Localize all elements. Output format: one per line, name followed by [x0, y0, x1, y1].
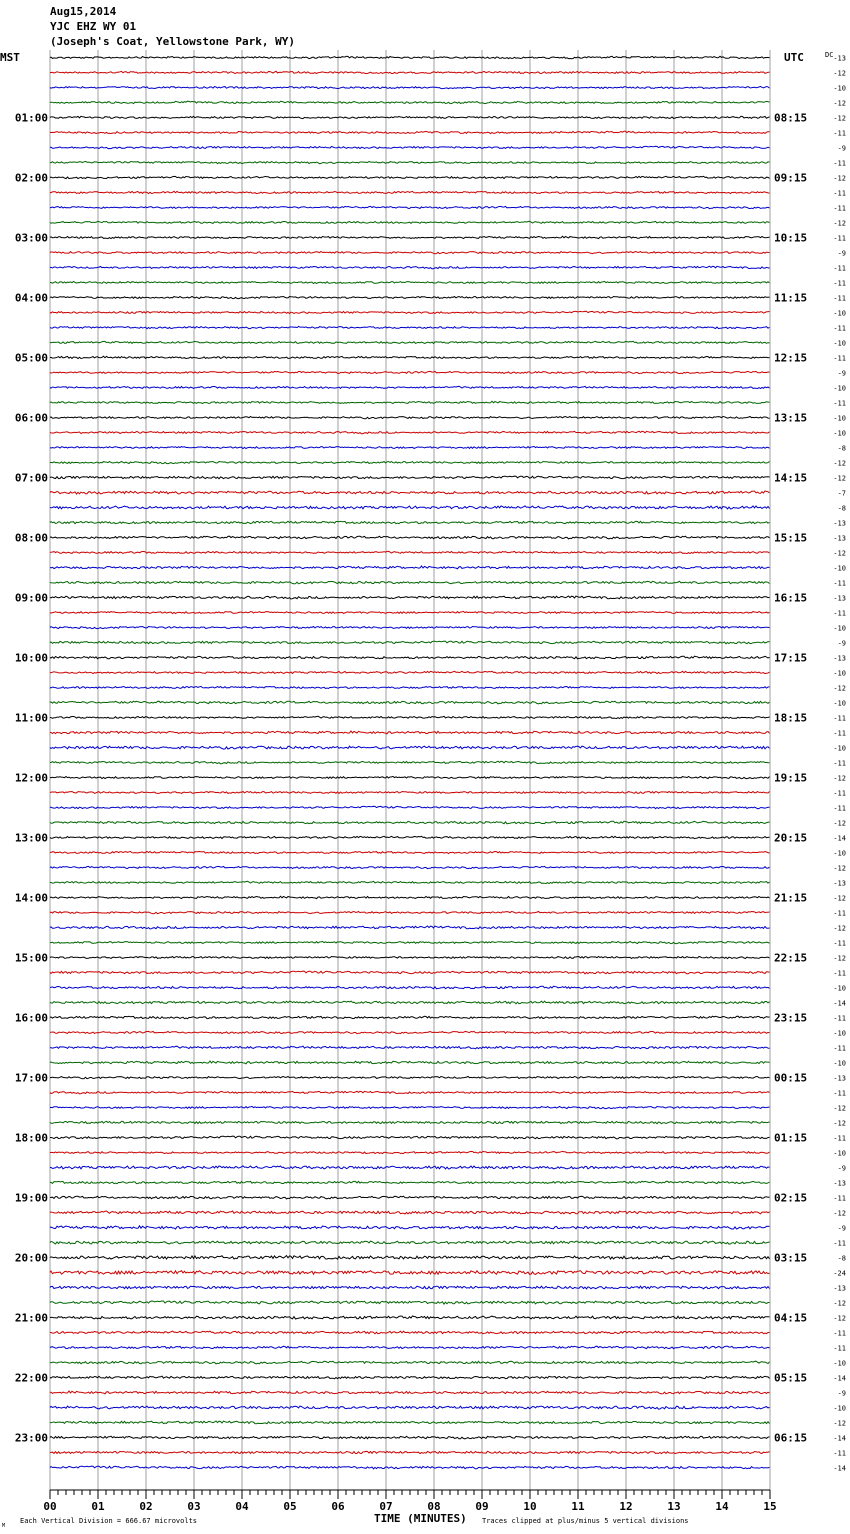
x-tick-label: 14 [715, 1500, 729, 1513]
seismic-trace [50, 1361, 770, 1364]
dc-offset-label: -10 [833, 984, 846, 993]
dc-offset-label: -10 [833, 309, 846, 318]
dc-offset-label: -11 [833, 279, 846, 288]
seismic-trace [50, 912, 770, 914]
seismic-trace [50, 957, 770, 959]
dc-offset-label: -11 [833, 1089, 846, 1098]
seismic-trace [50, 252, 770, 254]
seismic-trace [50, 1226, 770, 1229]
seismic-trace [50, 716, 770, 718]
x-tick-label: 09 [475, 1500, 489, 1513]
dc-offset-label: -11 [833, 1344, 846, 1353]
seismic-trace [50, 1286, 770, 1289]
dc-offset-label: -11 [833, 234, 846, 243]
seismic-trace [50, 326, 770, 328]
dc-offset-label: -14 [833, 1374, 846, 1383]
dc-offset-label: -10 [833, 1359, 846, 1368]
seismic-trace [50, 671, 770, 673]
seismic-trace [50, 896, 770, 898]
seismic-trace [50, 491, 770, 494]
dc-offset-label: -10 [833, 669, 846, 678]
x-tick-label: 05 [283, 1500, 297, 1513]
station-location: (Joseph's Coat, Yellowstone Park, WY) [50, 35, 296, 48]
utc-hour-label: 05:15 [774, 1371, 808, 1385]
mst-hour-label: 16:00 [14, 1011, 48, 1025]
dc-offset-label: -7 [837, 489, 846, 498]
seismic-trace [50, 596, 770, 599]
dc-offset-label: -10 [833, 1059, 846, 1068]
dc-offset-label: -12 [833, 1314, 846, 1323]
dc-offset-label: -10 [833, 429, 846, 438]
seismic-trace [50, 536, 770, 539]
seismic-trace [50, 1466, 770, 1469]
seismic-trace [50, 1406, 770, 1409]
dc-offset-label: -11 [833, 1194, 846, 1203]
utc-hour-label: 18:15 [774, 711, 808, 725]
seismic-traces [50, 56, 770, 1469]
dc-offset-label: -9 [837, 369, 846, 378]
utc-hour-label: 03:15 [774, 1251, 808, 1265]
mst-hour-label: 11:00 [14, 711, 48, 725]
dc-offset-label: -11 [833, 804, 846, 813]
dc-offset-label: -11 [833, 354, 846, 363]
seismic-trace [50, 1241, 770, 1244]
seismic-trace [50, 356, 770, 358]
seismic-trace [50, 1121, 770, 1124]
x-tick-label: 06 [331, 1500, 345, 1513]
seismic-trace [50, 462, 770, 464]
seismic-trace [50, 1271, 770, 1275]
seismic-trace [50, 1077, 770, 1079]
vertical-division-note: Each Vertical Division = 666.67 microvolts [20, 1517, 198, 1525]
x-tick-label: 00 [43, 1500, 57, 1513]
seismic-trace [50, 1061, 770, 1064]
seismic-trace [50, 417, 770, 419]
dc-offset-label: -12 [833, 924, 846, 933]
dc-offset-label: -10 [833, 849, 846, 858]
dc-offset-label: -12 [833, 114, 846, 123]
seismic-trace [50, 1136, 770, 1139]
seismic-trace [50, 627, 770, 629]
utc-hour-label: 01:15 [774, 1131, 808, 1145]
seismic-trace [50, 731, 770, 734]
dc-offset-label: -11 [833, 324, 846, 333]
dc-offset-label: -10 [833, 1029, 846, 1038]
dc-offset-label: -12 [833, 1104, 846, 1113]
dc-offset-label: -10 [833, 84, 846, 93]
mst-hour-label: 15:00 [14, 951, 48, 965]
dc-offset-label: -11 [833, 579, 846, 588]
utc-hour-label: 06:15 [774, 1431, 808, 1445]
seismic-trace [50, 146, 770, 148]
seismic-trace [50, 1346, 770, 1349]
dc-offset-label: -12 [833, 1419, 846, 1428]
utc-hour-label: 23:15 [774, 1011, 808, 1025]
seismic-trace [50, 1196, 770, 1199]
seismic-trace [50, 371, 770, 373]
mst-hour-label: 07:00 [14, 471, 48, 485]
seismic-trace [50, 686, 770, 688]
dc-offset-label: -12 [833, 459, 846, 468]
mst-hour-label: 10:00 [14, 651, 48, 665]
x-axis-title: TIME (MINUTES) [374, 1512, 467, 1525]
mst-hour-label: 09:00 [14, 591, 48, 605]
seismic-trace [50, 431, 770, 434]
dc-offset-label: -13 [833, 519, 846, 528]
seismic-trace [50, 281, 770, 283]
x-tick-label: 15 [763, 1500, 777, 1513]
seismic-trace [50, 551, 770, 553]
mst-hour-label: 08:00 [14, 531, 48, 545]
dc-offset-label: -13 [833, 594, 846, 603]
seismic-trace [50, 1256, 770, 1260]
dc-offset-label: -11 [833, 1449, 846, 1458]
dc-offset-label: -12 [833, 219, 846, 228]
dc-offset-label: -11 [833, 759, 846, 768]
dc-offset-label: -11 [833, 789, 846, 798]
dc-label: DC [825, 51, 834, 59]
dc-offset-label: -12 [833, 894, 846, 903]
seismic-trace [50, 206, 770, 208]
seismic-trace [50, 161, 770, 163]
seismic-trace [50, 236, 770, 238]
utc-hour-label: 17:15 [774, 651, 808, 665]
dc-offset-label: -9 [837, 1224, 846, 1233]
dc-offset-label: -8 [837, 504, 846, 513]
mst-hour-label: 23:00 [14, 1431, 48, 1445]
dc-offset-label: -10 [833, 1404, 846, 1413]
dc-offset-label: -11 [833, 204, 846, 213]
seismic-trace [50, 1391, 770, 1394]
seismic-trace [50, 401, 770, 403]
x-tick-label: 01 [91, 1500, 105, 1513]
seismic-trace [50, 836, 770, 838]
seismic-trace [50, 1046, 770, 1049]
mst-hour-label: 04:00 [14, 291, 48, 305]
seismic-trace [50, 56, 770, 58]
dc-offset-label: -12 [833, 774, 846, 783]
seismic-trace [50, 1166, 770, 1169]
dc-offset-label: -12 [833, 954, 846, 963]
mst-hour-label: 19:00 [14, 1191, 48, 1205]
dc-offset-label: -10 [833, 339, 846, 348]
seismic-trace [50, 1016, 770, 1019]
seismic-trace [50, 746, 770, 749]
x-tick-label: 10 [523, 1500, 537, 1513]
dc-offset-label: -13 [833, 879, 846, 888]
seismic-trace [50, 1376, 770, 1379]
seismic-trace [50, 776, 770, 778]
seismic-trace [50, 341, 770, 343]
x-tick-label: 02 [139, 1500, 153, 1513]
seismic-trace [50, 701, 770, 704]
corner-mark: M [2, 1523, 6, 1529]
axis-labels [15, 55, 846, 1514]
dc-offset-label: -13 [833, 1179, 846, 1188]
x-tick-label: 11 [571, 1500, 585, 1513]
dc-offset-label: -10 [833, 384, 846, 393]
seismic-trace [50, 986, 770, 989]
dc-offset-label: -11 [833, 129, 846, 138]
mst-hour-label: 18:00 [14, 1131, 48, 1145]
utc-hour-label: 22:15 [774, 951, 808, 965]
utc-hour-label: 00:15 [774, 1071, 808, 1085]
utc-hour-label: 19:15 [774, 771, 808, 785]
seismic-trace [50, 641, 770, 644]
seismic-trace [50, 1451, 770, 1454]
seismic-trace [50, 581, 770, 584]
dc-offset-label: -12 [833, 99, 846, 108]
dc-offset-label: -9 [837, 249, 846, 258]
utc-hour-label: 08:15 [774, 111, 808, 125]
dc-offset-label: -11 [833, 264, 846, 273]
dc-offset-label: -9 [837, 144, 846, 153]
seismic-trace [50, 1436, 770, 1439]
dc-offset-label: -8 [837, 1254, 846, 1263]
seismic-trace [50, 386, 770, 388]
dc-offset-label: -10 [833, 564, 846, 573]
utc-hour-label: 10:15 [774, 231, 808, 245]
utc-hour-label: 13:15 [774, 411, 808, 425]
dc-offset-label: -11 [833, 1134, 846, 1143]
seismic-trace [50, 1331, 770, 1334]
seismic-trace [50, 1031, 770, 1033]
x-tick-label: 13 [667, 1500, 681, 1513]
dc-offset-label: -8 [837, 444, 846, 453]
utc-hour-label: 12:15 [774, 351, 808, 365]
seismic-trace [50, 446, 770, 448]
dc-offset-label: -11 [833, 939, 846, 948]
seismic-trace [50, 71, 770, 73]
clip-note: Traces clipped at plus/minus 5 vertical divisions [482, 1517, 689, 1525]
seismic-trace [50, 221, 770, 223]
dc-offset-label: -11 [833, 294, 846, 303]
seismic-trace [50, 866, 770, 868]
dc-offset-label: -12 [833, 819, 846, 828]
dc-offset-label: -11 [833, 159, 846, 168]
utc-hour-label: 02:15 [774, 1191, 808, 1205]
dc-offset-label: -13 [833, 54, 846, 63]
mst-hour-label: 14:00 [14, 891, 48, 905]
dc-offset-label: -11 [833, 1239, 846, 1248]
dc-offset-label: -12 [833, 864, 846, 873]
seismic-trace [50, 1151, 770, 1153]
seismic-trace [50, 566, 770, 569]
mst-hour-label: 05:00 [14, 351, 48, 365]
dc-offset-label: -11 [833, 909, 846, 918]
dc-offset-label: -13 [833, 654, 846, 663]
seismic-trace [50, 1316, 770, 1319]
seismic-trace [50, 761, 770, 764]
dc-offset-label: -11 [833, 189, 846, 198]
seismic-trace [50, 1001, 770, 1004]
seismic-trace [50, 191, 770, 193]
mst-hour-label: 12:00 [14, 771, 48, 785]
dc-offset-label: -11 [833, 1044, 846, 1053]
seismic-trace [50, 476, 770, 479]
x-tick-label: 08 [427, 1500, 441, 1513]
dc-offset-label: -11 [833, 729, 846, 738]
seismic-trace [50, 851, 770, 853]
seismic-trace [50, 881, 770, 883]
utc-hour-label: 15:15 [774, 531, 808, 545]
utc-hour-label: 09:15 [774, 171, 808, 185]
dc-offset-label: -24 [833, 1269, 846, 1278]
seismic-trace [50, 611, 770, 613]
dc-offset-label: -12 [833, 549, 846, 558]
utc-hour-label: 16:15 [774, 591, 808, 605]
mst-hour-label: 17:00 [14, 1071, 48, 1085]
seismic-trace [50, 131, 770, 133]
seismic-trace [50, 176, 770, 178]
seismic-trace [50, 521, 770, 523]
x-tick-label: 04 [235, 1500, 249, 1513]
mst-hour-label: 21:00 [14, 1311, 48, 1325]
x-tick-label: 07 [379, 1500, 393, 1513]
dc-offset-label: -12 [833, 684, 846, 693]
mst-hour-label: 13:00 [14, 831, 48, 845]
dc-offset-label: -13 [833, 534, 846, 543]
dc-offset-label: -12 [833, 1119, 846, 1128]
seismic-trace [50, 792, 770, 794]
dc-offset-label: -9 [837, 1389, 846, 1398]
mst-hour-label: 20:00 [14, 1251, 48, 1265]
dc-offset-label: -12 [833, 69, 846, 78]
dc-offset-label: -11 [833, 1014, 846, 1023]
mst-hour-label: 02:00 [14, 171, 48, 185]
seismic-trace [50, 1106, 770, 1108]
mst-hour-label: 01:00 [14, 111, 48, 125]
mst-hour-label: 22:00 [14, 1371, 48, 1385]
dc-offset-label: -14 [833, 834, 846, 843]
utc-hour-label: 20:15 [774, 831, 808, 845]
seismic-trace [50, 1301, 770, 1304]
dc-offset-label: -14 [833, 1464, 846, 1473]
utc-axis-label: UTC [784, 51, 804, 64]
dc-offset-label: -12 [833, 474, 846, 483]
plot-date: Aug15,2014 [50, 5, 117, 18]
dc-offset-label: -10 [833, 414, 846, 423]
seismic-trace [50, 266, 770, 269]
utc-hour-label: 14:15 [774, 471, 808, 485]
dc-offset-label: -10 [833, 744, 846, 753]
dc-offset-label: -10 [833, 699, 846, 708]
dc-offset-label: -11 [833, 399, 846, 408]
utc-hour-label: 04:15 [774, 1311, 808, 1325]
seismic-trace [50, 86, 770, 88]
station-name: YJC EHZ WY 01 [50, 20, 137, 33]
dc-offset-label: -14 [833, 1434, 846, 1443]
mst-hour-label: 03:00 [14, 231, 48, 245]
dc-offset-label: -12 [833, 174, 846, 183]
dc-offset-label: -12 [833, 1209, 846, 1218]
seismic-trace [50, 297, 770, 299]
mst-hour-label: 06:00 [14, 411, 48, 425]
seismic-trace [50, 926, 770, 929]
seismic-trace [50, 311, 770, 313]
seismic-trace [50, 101, 770, 103]
seismic-trace [50, 1091, 770, 1094]
utc-hour-label: 21:15 [774, 891, 808, 905]
dc-offset-label: -11 [833, 609, 846, 618]
dc-offset-label: -10 [833, 1149, 846, 1158]
seismic-trace [50, 506, 770, 509]
dc-offset-label: -11 [833, 969, 846, 978]
seismic-trace [50, 1181, 770, 1184]
dc-offset-label: -12 [833, 1299, 846, 1308]
dc-offset-label: -13 [833, 1074, 846, 1083]
seismic-trace [50, 821, 770, 824]
seismic-trace [50, 806, 770, 808]
x-tick-label: 03 [187, 1500, 201, 1513]
dc-offset-label: -13 [833, 1284, 846, 1293]
dc-offset-label: -10 [833, 624, 846, 633]
mst-axis-label: MST [0, 51, 20, 64]
utc-hour-label: 11:15 [774, 291, 808, 305]
seismic-trace [50, 1421, 770, 1424]
seismic-trace [50, 971, 770, 974]
dc-offset-label: -11 [833, 1329, 846, 1338]
dc-offset-label: -11 [833, 714, 846, 723]
seismic-trace [50, 1211, 770, 1214]
dc-offset-label: -9 [837, 639, 846, 648]
seismic-trace [50, 116, 770, 118]
dc-offset-label: -14 [833, 999, 846, 1008]
x-tick-label: 12 [619, 1500, 633, 1513]
seismic-trace [50, 656, 770, 659]
dc-offset-label: -9 [837, 1164, 846, 1173]
seismic-trace [50, 941, 770, 943]
